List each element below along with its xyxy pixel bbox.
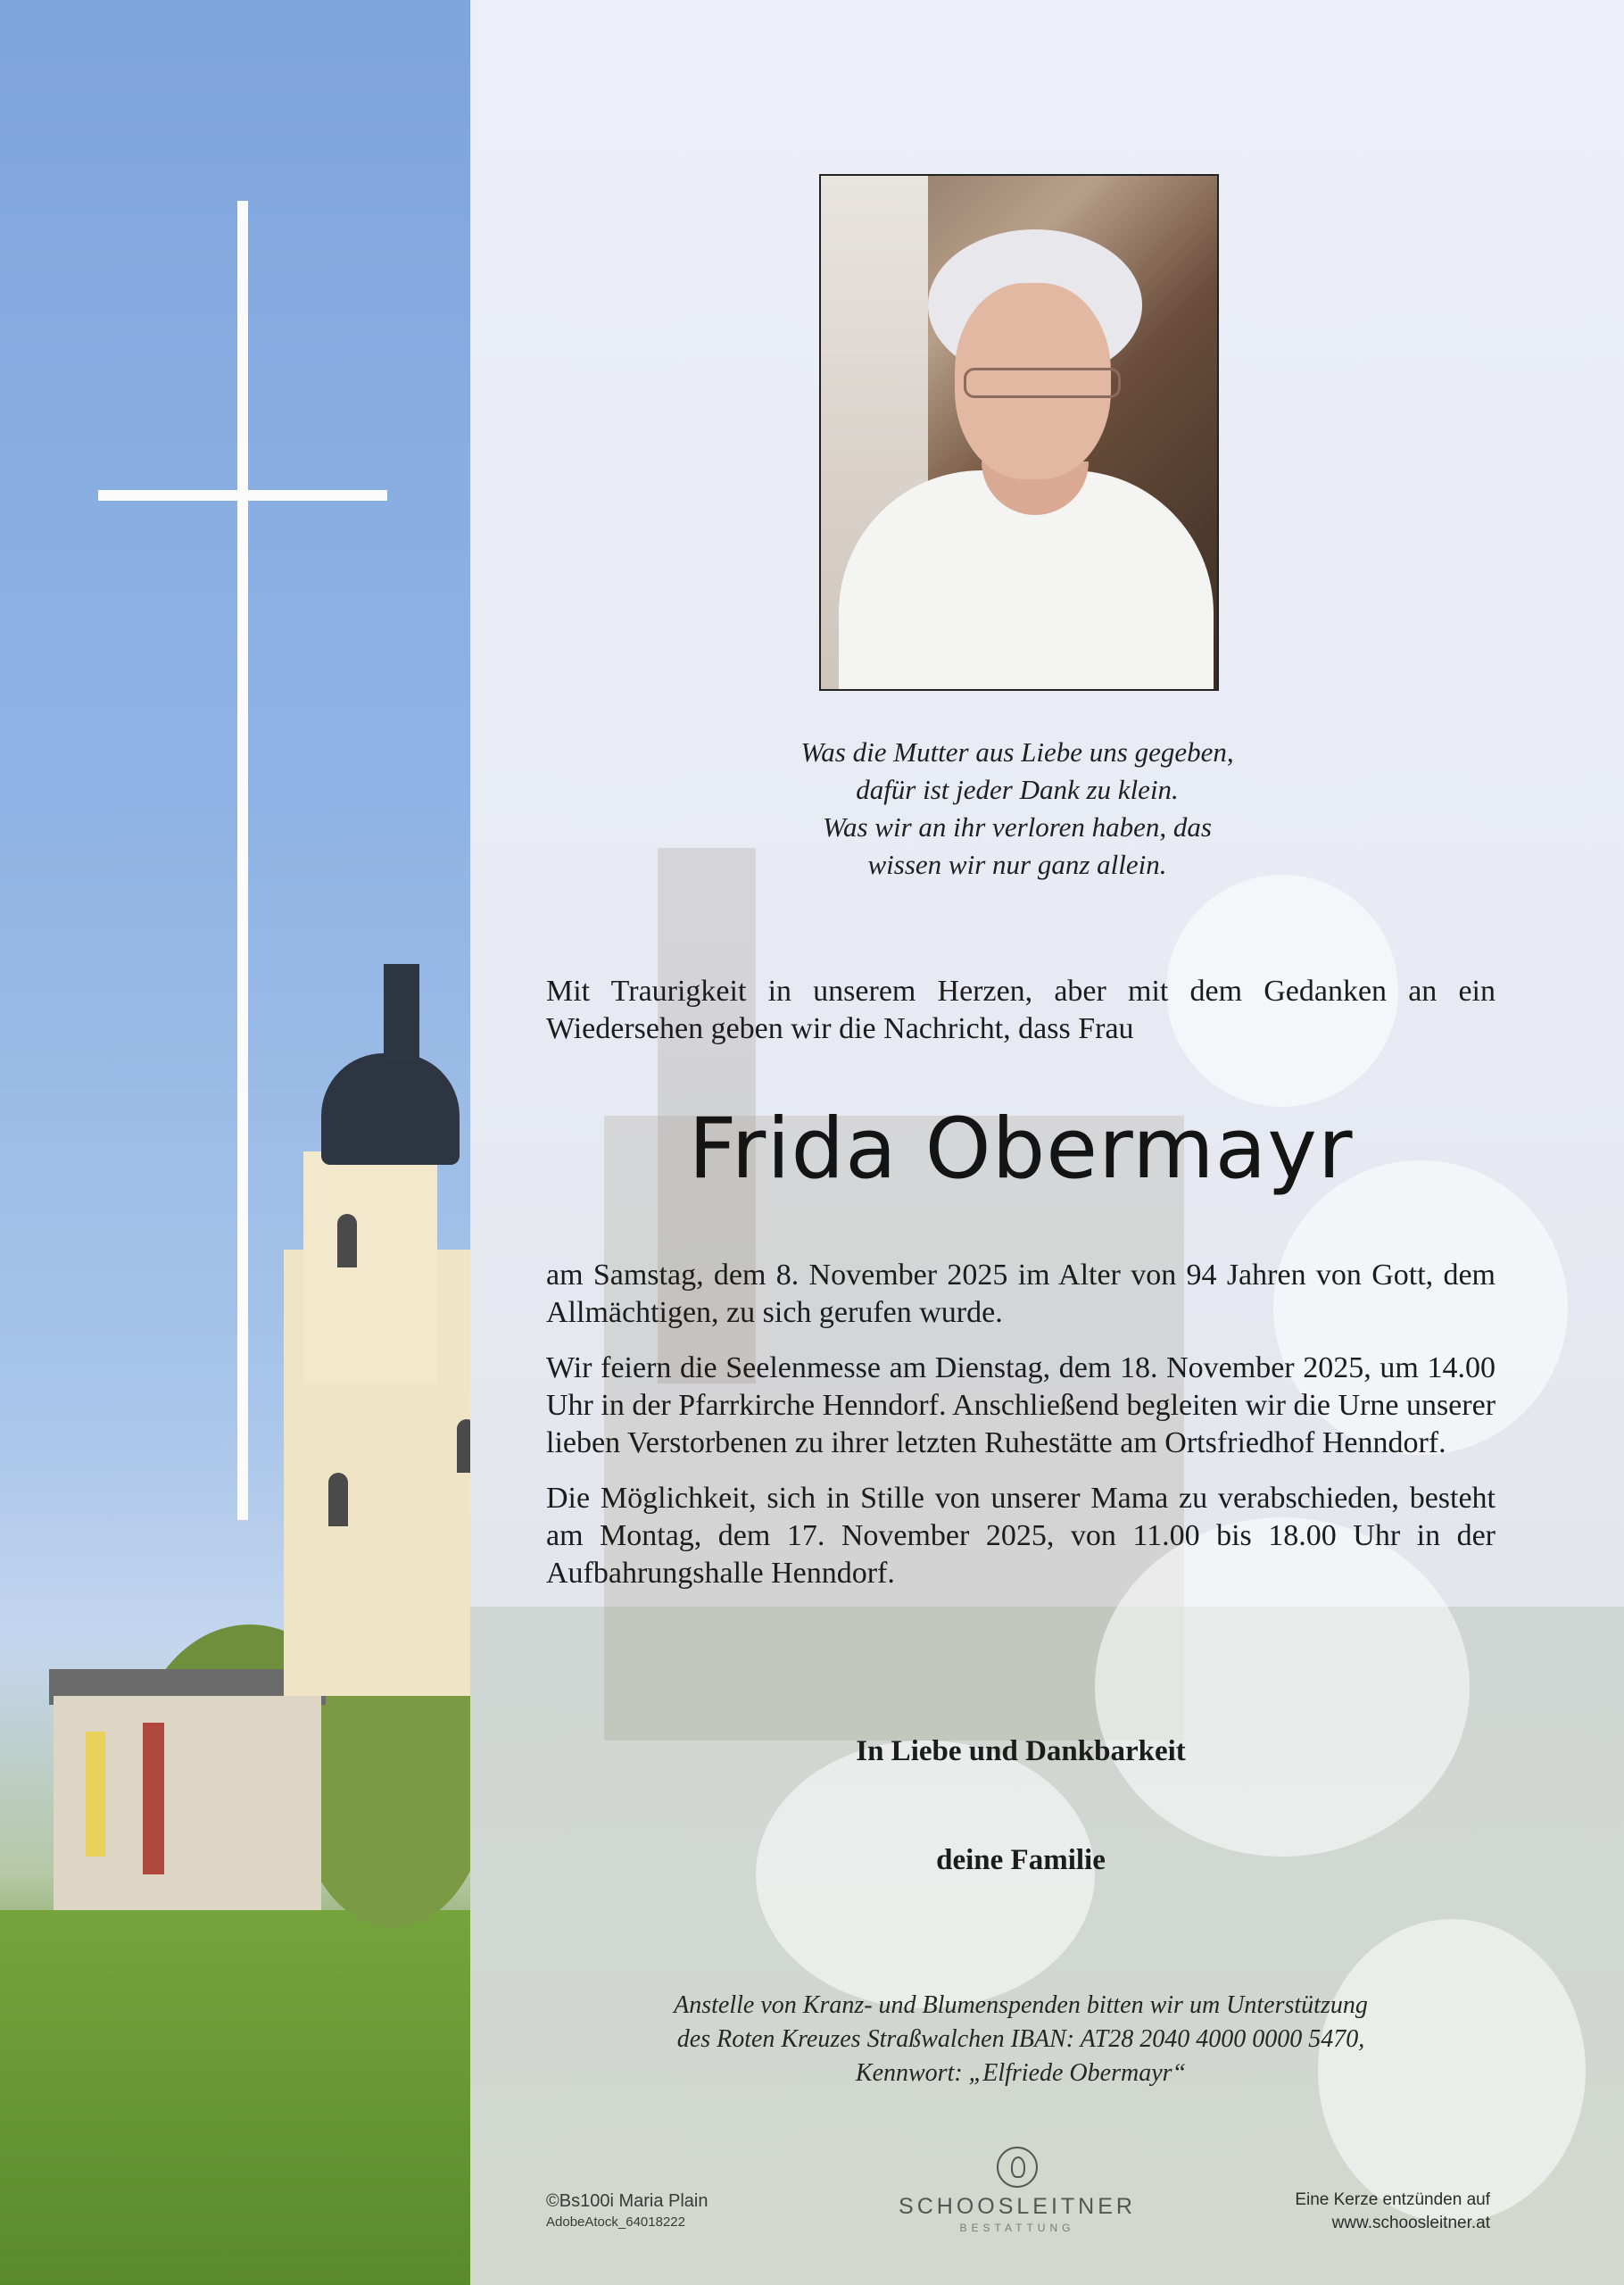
logo-name: SCHOOSLEITNER <box>899 2194 1136 2219</box>
photo-credit <box>546 2189 814 2232</box>
quote-line: Was wir an ihr verloren haben, das <box>822 811 1212 843</box>
photo-credit-line: ©Bs100i Maria Plain <box>546 2191 708 2211</box>
closing-family: deine Familie <box>936 1844 1106 1876</box>
quote-line: wissen wir nur ganz allein. <box>867 849 1167 880</box>
portrait-glasses <box>964 368 1121 398</box>
candle-text: Eine Kerze entzünden auf <box>1295 2190 1490 2209</box>
banner-yellow <box>86 1732 105 1857</box>
cross-icon-bar <box>98 490 387 501</box>
logo-subtitle: BESTATTUNG <box>959 2222 1075 2234</box>
quote-line: Was die Mutter aus Liebe uns gegeben, <box>800 736 1234 768</box>
church-dome <box>321 1053 460 1165</box>
church-window <box>328 1473 348 1526</box>
meadow <box>0 1910 470 2285</box>
memorial-quote <box>625 734 1410 884</box>
donation-note <box>546 1989 1496 2090</box>
paragraph-death: am Samstag, dem 8. November 2025 im Alter von 94 Jahren von Gott, dem Allmächtigen, zu sich gerufen wurde. <box>546 1259 1496 1329</box>
donation-line: Kennwort: „Elfriede Obermayr“ <box>855 2059 1187 2087</box>
banner-red <box>143 1723 164 1874</box>
announcement-body <box>546 1257 1496 1610</box>
paragraph-viewing: Die Möglichkeit, sich in Stille von unserer Mama zu verabschieden, besteht am Montag, dem 17. November 2025, von 11.00 bis 18.00 Uhr in der Aufbahrungshalle Henndorf. <box>546 1482 1496 1590</box>
paragraph-mass: Wir feiern die Seelenmesse am Dienstag, dem 18. November 2025, um 14.00 Uhr in der Pfarrkirche Henndorf. Anschließend begleiten wir die Urne unserer lieben Verstorbenen zu ihrer letzten Ruhestätte am Ortsfriedhof Henndorf. <box>546 1351 1496 1459</box>
donation-line: Anstelle von Kranz- und Blumenspenden bitten wir um Unterstützung <box>674 1991 1368 2019</box>
church-tower <box>303 1151 437 1383</box>
church-window <box>337 1214 357 1267</box>
quote-line: dafür ist jeder Dank zu klein. <box>856 774 1179 805</box>
candle-info <box>1222 2189 1490 2235</box>
portrait-photo <box>819 174 1219 691</box>
cross-icon <box>237 201 248 1520</box>
funeral-home-logo <box>874 2147 1160 2236</box>
closing-thanks: In Liebe und Dankbarkeit <box>856 1735 1186 1767</box>
church-window <box>457 1419 470 1473</box>
candle-link[interactable]: www.schoosleitner.at <box>1331 2214 1490 2232</box>
rose-logo-icon <box>997 2147 1038 2188</box>
deceased-name: Frida Obermayr <box>688 1101 1354 1198</box>
church-lantern <box>384 964 419 1062</box>
church-photo-panel <box>0 0 470 2285</box>
photo-credit-id: AdobeAtock_64018222 <box>546 2214 685 2230</box>
donation-line: des Roten Kreuzes Straßwalchen IBAN: AT28 2040 4000 0000 5470, <box>676 2025 1365 2053</box>
intro-text: Mit Traurigkeit in unserem Herzen, aber mit dem Gedanken an ein Wiedersehen geben wir die Nachricht, dass Frau <box>546 975 1496 1045</box>
